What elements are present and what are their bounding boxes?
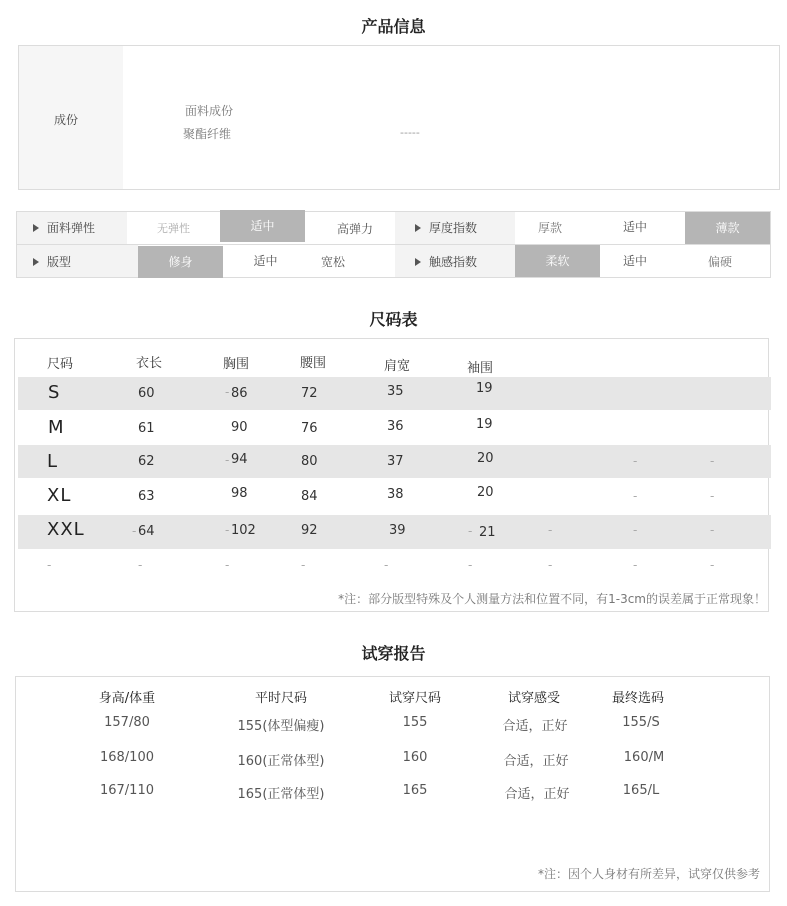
size-dash: - [384, 558, 389, 572]
trial-report-note: *注：因个人身材有所差异，试穿仅供参考 [537, 867, 760, 881]
size-l-shoulder: 37 [387, 454, 404, 469]
size-xxl-shoulder: 39 [389, 523, 406, 538]
size-s-waist: 72 [301, 386, 318, 401]
fit-option-loose: 宽松 [320, 255, 345, 269]
trial-row2-feeling: 合适，正好 [503, 754, 569, 769]
size-dash: - [468, 524, 473, 538]
size-xxl-waist: 92 [301, 523, 318, 538]
size-xl-sleeve: 20 [477, 485, 494, 500]
fit-option-slim-selected: 修身 [138, 246, 223, 278]
size-dash: - [710, 489, 715, 503]
size-header-size: 尺码 [47, 357, 74, 372]
size-l-sleeve: 20 [477, 451, 494, 466]
size-m-shoulder: 36 [387, 419, 404, 434]
trial-row1-trial-size: 155 [402, 715, 428, 730]
size-xxl-chest: 102 [231, 523, 256, 538]
size-dash: - [132, 524, 137, 538]
trial-row3-trial-size: 165 [402, 783, 428, 798]
thickness-label: 厚度指数 [415, 212, 477, 244]
composition-label: 成份 [54, 113, 79, 127]
triangle-right-icon [33, 224, 39, 232]
fit-option-medium: 适中 [253, 254, 278, 268]
size-m-length: 61 [138, 421, 155, 436]
elasticity-option-medium-selected: 适中 [220, 210, 305, 242]
elasticity-label: 面料弹性 [33, 212, 95, 244]
touch-option-soft-selected: 柔软 [515, 245, 600, 277]
size-dash: - [468, 558, 473, 572]
trial-row2-final-size: 160/M [623, 750, 665, 765]
size-s-length: 60 [138, 386, 155, 401]
size-dash: - [710, 454, 715, 468]
size-l-chest: 94 [231, 452, 248, 467]
size-dash: - [138, 558, 143, 572]
thickness-option-thick: 厚款 [537, 221, 562, 235]
thickness-option-thin-selected: 薄款 [685, 212, 770, 244]
size-dash: - [633, 523, 638, 537]
size-l-length: 62 [138, 454, 155, 469]
size-m-waist: 76 [301, 421, 318, 436]
elasticity-option-high: 高弹力 [336, 222, 373, 236]
size-s-shoulder: 35 [387, 384, 404, 399]
size-s-sleeve: 19 [476, 381, 493, 396]
size-l: L [47, 451, 59, 472]
trial-row2-trial-size: 160 [402, 750, 428, 765]
size-dash: - [548, 523, 553, 537]
size-s: S [48, 382, 61, 403]
touch-label: 触感指数 [415, 246, 477, 278]
size-xxl-length: 64 [138, 524, 155, 539]
trial-row2-height-weight: 168/100 [99, 750, 154, 765]
triangle-right-icon [415, 258, 421, 266]
trial-row1-height-weight: 157/80 [104, 715, 150, 730]
size-chart-title: 尺码表 [369, 310, 418, 329]
size-xl-waist: 84 [301, 489, 318, 504]
touch-option-medium: 适中 [622, 254, 647, 268]
trial-row3-usual-size: 165(正常体型) [237, 787, 325, 802]
size-dash: - [301, 558, 306, 572]
trial-report-box [15, 676, 770, 892]
fit-label: 版型 [33, 246, 71, 278]
size-m: M [48, 417, 65, 438]
size-header-shoulder: 肩宽 [384, 359, 411, 374]
touch-option-hard: 偏硬 [707, 255, 732, 269]
trial-header-final-size: 最终选码 [611, 691, 664, 706]
size-s-chest: 86 [231, 386, 248, 401]
size-dash: - [225, 385, 230, 399]
size-m-sleeve: 19 [476, 417, 493, 432]
trial-row2-usual-size: 160(正常体型) [237, 754, 325, 769]
trial-row1-final-size: 155/S [622, 715, 660, 730]
attributes-box [16, 211, 771, 278]
trial-row1-usual-size: 155(体型偏瘦) [237, 719, 325, 734]
fabric-dashes: ----- [400, 126, 420, 139]
thickness-option-medium: 适中 [622, 220, 647, 234]
size-dash: - [225, 453, 230, 467]
size-l-waist: 80 [301, 454, 318, 469]
elasticity-option-none: 无弹性 [157, 222, 190, 235]
fabric-value: 聚酯纤维 [183, 127, 232, 141]
trial-row3-final-size: 165/L [622, 783, 660, 798]
trial-header-feeling: 试穿感受 [507, 691, 560, 706]
size-dash: - [225, 558, 230, 572]
size-header-waist: 腰围 [300, 356, 327, 371]
size-header-chest: 胸围 [223, 357, 250, 372]
product-info-box [18, 45, 780, 190]
trial-header-trial-size: 试穿尺码 [388, 691, 441, 706]
triangle-right-icon [33, 258, 39, 266]
size-xxl: XXL [47, 519, 85, 540]
trial-report-title: 试穿报告 [361, 644, 426, 663]
trial-header-usual-size: 平时尺码 [254, 691, 307, 706]
size-xl-shoulder: 38 [387, 487, 404, 502]
trial-row3-height-weight: 167/110 [99, 783, 154, 798]
size-header-sleeve: 袖围 [467, 361, 494, 376]
size-xl-length: 63 [138, 489, 155, 504]
size-dash: - [633, 454, 638, 468]
size-dash: - [47, 558, 52, 572]
size-xl-chest: 98 [231, 486, 248, 501]
trial-row3-feeling: 合适，正好 [504, 787, 570, 802]
size-xl: XL [47, 485, 72, 506]
size-dash: - [710, 558, 715, 572]
size-header-length: 衣长 [136, 356, 163, 371]
size-dash: - [710, 523, 715, 537]
size-chart-note: *注：部分版型特殊及个人测量方法和位置不同，有1-3cm的误差属于正常现象！ [338, 592, 766, 606]
size-dash: - [633, 558, 638, 572]
fabric-label: 面料成份 [185, 104, 234, 118]
trial-header-height-weight: 身高/体重 [98, 691, 156, 706]
size-m-chest: 90 [231, 420, 248, 435]
size-dash: - [225, 523, 230, 537]
triangle-right-icon [415, 224, 421, 232]
size-chart-box [14, 338, 769, 612]
product-info-title: 产品信息 [361, 17, 426, 36]
size-dash: - [548, 558, 553, 572]
size-xxl-sleeve: 21 [479, 525, 496, 540]
size-dash: - [633, 489, 638, 503]
trial-row1-feeling: 合适，正好 [502, 719, 568, 734]
